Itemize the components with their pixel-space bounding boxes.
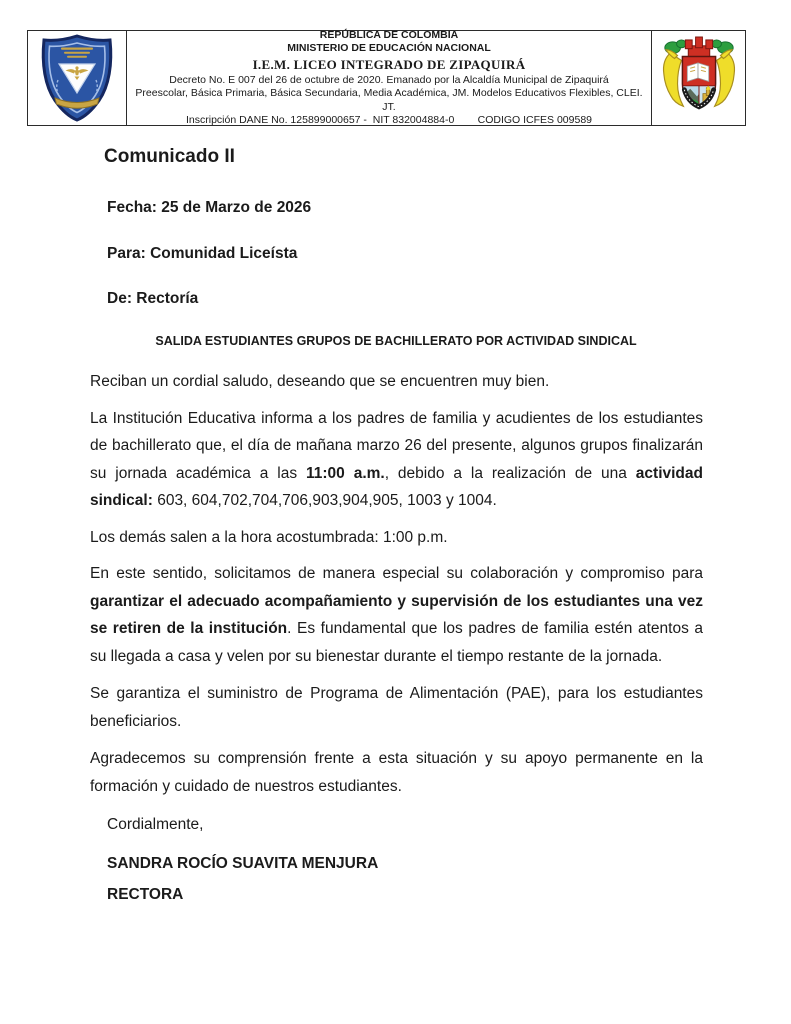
bold-supervision: garantizar el adecuado acompañamiento y supervisión de los estudiantes una vez se retiren de la institución xyxy=(90,592,703,637)
text-segment: La Institución Educativa informa a los padres de familia y acudientes de los estudiantes de bachillerato que, el día de mañana marzo 26 del presente, algunos grupos finalizarán su jornada académica a las xyxy=(90,409,703,482)
paragraph-regular-schedule: Los demás salen a la hora acostumbrada: 1:00 p.m. xyxy=(90,528,448,546)
text-segment: , debido a la realización de una xyxy=(384,464,636,482)
text-segment: En este sentido, solicitamos de manera especial su colaboración y compromiso para xyxy=(90,565,703,582)
paragraph-announcement xyxy=(90,405,703,515)
signature-title: RECTORA xyxy=(107,885,184,903)
bold-union-activity: actividad sindical: xyxy=(90,464,703,509)
paragraph-supervision-request xyxy=(90,560,703,670)
letterhead-text xyxy=(127,28,651,126)
paragraph-thanks: Agradecemos su comprensión frente a esta situación y su apoyo permanente en la formación y cuidado de nuestros estudiantes. xyxy=(90,750,703,795)
meta-de: De: Rectoría xyxy=(107,290,199,307)
text-segment: . Es fundamental que los padres de familia estén atentos a su llegada a casa y velen por su bienestar durante el tiempo restante de la jornada. xyxy=(90,620,704,665)
letterhead-left-cell xyxy=(28,31,127,125)
text-segment: 603, 604,702,704,706,903,904,905, 1003 y 1004. xyxy=(152,492,497,509)
letterhead-ministry-line: MINISTERIO DE EDUCACIÓN NACIONAL xyxy=(287,42,491,54)
zipaquira-coat-of-arms-icon xyxy=(658,35,740,121)
bold-dismissal-time: 11:00 a.m. xyxy=(306,464,385,482)
letterhead xyxy=(27,30,746,126)
letterhead-ids-line: Inscripción DANE No. 125899000657 - NIT 832004884-0 CODIGO ICFES 009589 xyxy=(185,114,593,126)
page-title: Comunicado II xyxy=(104,146,235,167)
letterhead-decree-line: Decreto No. E 007 del 26 de octubre de 2020. Emanado por la Alcaldía Municipal de Zipaquirá xyxy=(169,73,609,86)
signature-name: SANDRA ROCÍO SUAVITA MENJURA xyxy=(107,854,379,872)
letterhead-school-name: I.E.M. LICEO INTEGRADO DE ZIPAQUIRÁ xyxy=(252,56,526,72)
paragraph-pae: Se garantiza el suministro de Programa de Alimentación (PAE), para los estudiantes beneficiarios. xyxy=(90,685,703,730)
closing: Cordialmente, xyxy=(107,816,204,833)
letterhead-republic-line: REPÚBLICA DE COLOMBIA xyxy=(319,28,459,41)
meta-fecha: Fecha: 25 de Marzo de 2026 xyxy=(107,199,312,216)
letterhead-right-cell xyxy=(651,31,745,125)
meta-para: Para: Comunidad Liceísta xyxy=(107,245,298,262)
letterhead-levels-line: Preescolar, Básica Primaria, Básica Secundaria, Media Académica, JM. Modelos Educativos Flexibles, CLEI. JT. xyxy=(135,87,643,113)
document-content xyxy=(0,126,791,904)
school-shield-crest-icon xyxy=(38,34,116,122)
paragraph-greeting: Reciban un cordial saludo, deseando que se encuentren muy bien. xyxy=(90,373,550,390)
subject-line: SALIDA ESTUDIANTES GRUPOS DE BACHILLERATO POR ACTIVIDAD SINDICAL xyxy=(155,334,637,348)
